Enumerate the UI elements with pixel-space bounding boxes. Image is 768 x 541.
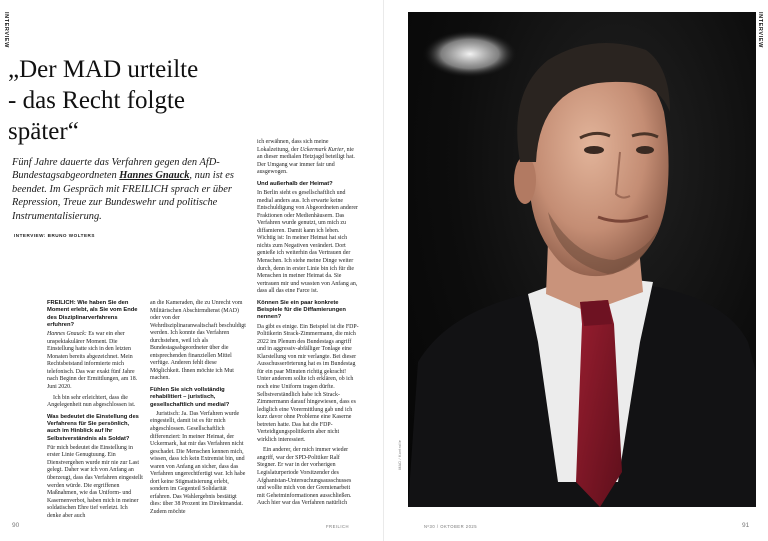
answer-5-cont: Ein anderer, der mich immer wieder angriff, war der SPD-Politiker Ralf Stegner. Er war in der vorherigen Legislaturperiode Vorsitzender des Afghanistan-Untersuchungsausschusses und wollte mich von der Gremienarbeit mit Geheiminformationen ausschließen. Auch hier war das Verfahren natürlich bbox=[257, 447, 352, 507]
interviewee-name: Hannes Gnauck bbox=[119, 170, 190, 182]
answer-1-cont: Ich bin sehr erleichtert, dass die Angelegenheit nun abgeschlossen ist. bbox=[47, 394, 136, 409]
stage-light bbox=[422, 30, 518, 78]
magazine-name: FREILICH bbox=[326, 524, 350, 529]
page-number-right: 91 bbox=[742, 522, 750, 529]
question-3: Fühlen Sie sich vollständig rehabilitiert – juristisch, gesellschaftlich und medial? bbox=[150, 387, 230, 408]
question-5: Können Sie ein paar konkrete Beispiele für die Diffamierungen nennen? bbox=[257, 299, 346, 321]
answer-3-cont: ich erwähnen, dass sich meine Lokalzeitung, der Uckermark Kurier, nie an dieser medialen Hetzjagd beteiligt hat. Der Umgang war immer fair und ausgewogen. bbox=[257, 139, 355, 176]
answer-5: Da gibt es einige. Ein Beispiel ist die FDP-Politikerin Strack-Zimmermann, die mich 2022 im Plenum des Bundestags angriff und in aggressiv-abfälliger Tonlage eine Klarstellung von mir verlangte. Bei dieser Ausschusserörterung hat es im Bundestag für ein paar Minuten richtig gekracht! Unter anderem sollte ich erklären, ob ich noch eine Uniform tragen dürfte. Selbstverständlich habe ich Strack-Zimmermann darauf hingewiesen, dass es lediglich eine Vorermittlung gab und ich kurz davor ohne Probleme eine Kaserne betreten hatte. Das hat die FDP-Verteidigungspolitikerin aber nicht wirklich interessiert. bbox=[257, 323, 359, 443]
page-number-left: 90 bbox=[12, 522, 20, 529]
answer-3: Juristisch: Ja. Das Verfahren wurde eingestellt, damit ist es für mich abgeschlossen. Gesellschaftlich differenziert: In meiner Heimat, der Uckermark, hat mir das Verfahren nicht geschadet. Die Menschen kennen mich, wissen, dass ich kein Extremist bin, und waren von Anfang an sicher, dass das Verfahren ungerechtfertigt war. Ich habe dort keine Stigmatisierung erlebt, sondern im Gegenteil Solidarität erfahren. Das Wahlergebnis bestätigt dies: über 38 Prozent im Direktmandat. Zudem möchte bbox=[150, 410, 246, 516]
byline: INTERVIEW: BRUNO WOLTERS bbox=[14, 233, 95, 238]
issue-label: Nº30 / OKTOBER 2025 bbox=[424, 524, 478, 529]
answer-4: In Berlin sieht es gesellschaftlich und medial anders aus. Ich erwarte keine Entschuldigung von Abgeordneten anderer Fraktionen oder Medienhäusern. Das Verfahren wurde genutzt, um mich zu diffamieren. Damit kann ich leben. Wichtig ist: In meiner Heimat hat sich nichts zum Negativen verändert. Dort genieße ich weiterhin das Vertrauen der Menschen. Ich stehe meine Dinge weiter durch, denn in erster Linie bin ich für die Menschen in meiner Heimat da. Sie vertrauen mir und wussten von Anfang an, dass all das eine Farce ist. bbox=[257, 190, 358, 295]
question-1: FREILICH: Wie haben Sie den Moment erlebt, als Sie vom Ende des Disziplinarverfahrens erfuhren? bbox=[47, 300, 138, 328]
text-column-3 bbox=[257, 139, 359, 512]
portrait-photo bbox=[408, 12, 756, 507]
answer-1: Hannes Gnauck: Es war ein eher unspektakulärer Moment. Die Einstellung hatte sich in den letzten Monaten bereits abgezeichnet. Mein Rechtsbeistand informierte mich telefonisch. Das war exakt fünf Jahre nach Beginn der Ermittlungen, am 18. Juni 2020. bbox=[47, 331, 138, 391]
left-eye bbox=[584, 146, 604, 154]
text-column-1 bbox=[47, 300, 143, 519]
section-label-left: INTERVIEW bbox=[3, 12, 9, 48]
tie-knot bbox=[580, 300, 612, 326]
question-4: Und außerhalb der Heimat? bbox=[257, 180, 333, 187]
answer-2-cont: an die Kameraden, die zu Unrecht vom Militärischen Abschirmdienst (MAD) oder von der Wehrdisziplinaranwaltschaft beschuldigt werden. Ich konnte das Verfahren durchstehen, weil ich als Bundestagsabgeordneter über die entsprechenden finanziellen Mittel verfüge. Anderen fehlt diese Möglichkeit. Ihnen möchte ich Mut machen. bbox=[150, 300, 246, 382]
answer-2: Für mich bedeutet die Einstellung in erster Linie Genugtuung. Ein Dienstvergehen wurde mir nie zur Last gelegt. Daher war ich von Anfang an überzeugt, dass das Verfahren eingestellt werden würde. Die ergriffenen Maßnahmen, wie das Uniform- und Kasernenverbot, haben mich in meiner soldatischen Ehre tief verletzt. Ich denke aber auch bbox=[47, 444, 143, 519]
headline: „Der MAD urteilte - das Recht folgte später“ bbox=[8, 56, 199, 145]
lead-paragraph: Fünf Jahre dauerte das Verfahren gegen den AfD-Bundestagsabgeordneten Hannes Gnauck, nun ist es beendet. Im Gespräch mit FREILICH sprach er über Repression, Treue zur Bundeswehr und politische Instrumentalisierung. bbox=[12, 157, 234, 222]
ear bbox=[514, 156, 536, 204]
section-label-right: INTERVIEW bbox=[757, 12, 763, 48]
question-2: Was bedeutet die Einstellung des Verfahrens für Sie persönlich, auch im Hinblick auf Ihr Selbstverständnis als Soldat? bbox=[47, 413, 139, 442]
photo-credit: MAD / Kontrolle bbox=[398, 440, 402, 470]
text-column-2 bbox=[150, 300, 246, 516]
right-eye bbox=[636, 146, 654, 154]
portrait-illustration bbox=[408, 12, 756, 507]
